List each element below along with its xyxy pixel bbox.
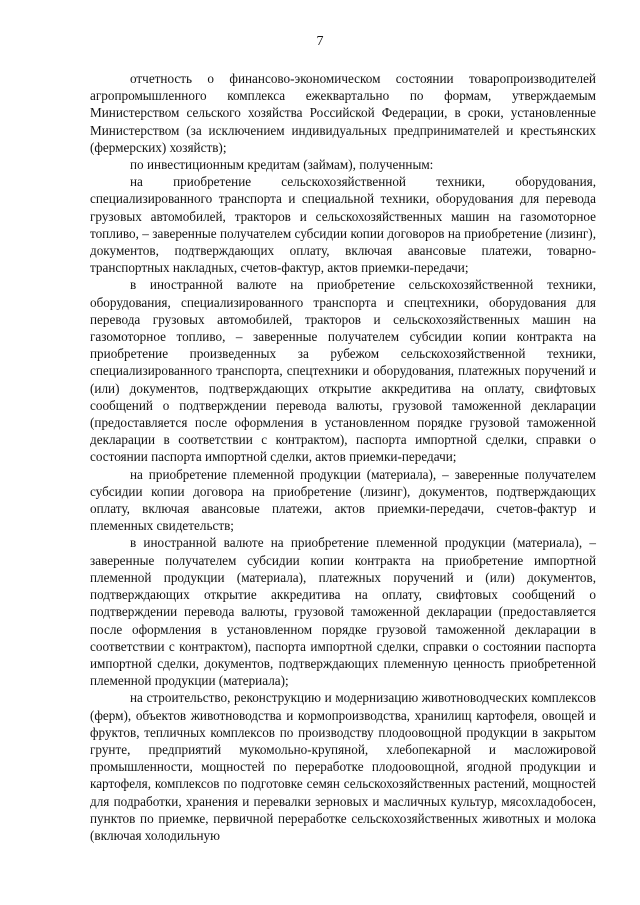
document-body xyxy=(90,70,596,844)
paragraph-machinery: на приобретение сельскохозяйственной техники, оборудования, специализированного транспорта и специальной техники, оборудования для перевода грузовых автомобилей, тракторов и сельскохозяйственных машин на газомоторное топливо, – заверенные получателем субсидии копии договоров на приобретение (лизинг), документов, подтверждающих оплату, включая авансовые платежи, товарно-транспортных накладных, счетов-фактур, актов приемки-передачи; xyxy=(90,174,596,276)
paragraph-foreign-currency-machinery: в иностранной валюте на приобретение сельскохозяйственной техники, оборудования, специализированного транспорта и спецтехники, оборудования для перевода грузовых автомобилей, тракторов и сельскохозяйственных машин на газомоторное топливо, – заверенные получателем субсидии копии контракта на приобретение произведенных за рубежом сельскохозяйственной техники, специализированного транспорта, спецтехники и оборудования, платежных поручений и (или) документов, подтверждающих открытие аккредитива на оплату, свифтовых сообщений о подтверждении перевода валюты, грузовой таможенной декларации (предоставляется после оформления в установленном порядке грузовой таможенной декларации в соответствии с контрактом), паспорта импортной сделки, справки о состоянии паспорта импортной сделки, актов приемки-передачи; xyxy=(90,277,596,465)
paragraph-foreign-currency-breeding: в иностранной валюте на приобретение племенной продукции (материала), – заверенные получателем субсидии копии контракта на приобретение импортной племенной продукции (материала), платежных поручений и (или) документов, подтверждающих открытие аккредитива на оплату, свифтовых сообщений о подтверждении перевода валюты, грузовой таможенной декларации (предоставляется после оформления в установленном порядке грузовой таможенной декларации в соответствии с контрактом), паспорта импортной сделки, справки о состоянии паспорта импортной сделки, документов, подтверждающих племенную ценность приобретенной племенной продукции (материала); xyxy=(90,535,596,689)
paragraph-investment-credits: по инвестиционным кредитам (займам), полученным: xyxy=(130,157,434,173)
paragraph-breeding-products: на приобретение племенной продукции (материала), – заверенные получателем субсидии копии договора на приобретение (лизинг), документов, подтверждающих оплату, включая авансовые платежи, актов приемки-передачи, счетов-фактур и племенных свидетельств; xyxy=(90,466,596,534)
paragraph-reporting: отчетность о финансово-экономическом состоянии товаропроизводителей агропромышленного комплекса ежеквартально по формам, утверждаемым Министерством сельского хозяйства Российской Федерации, в сроки, установленные Министерством (за исключением индивидуальных предпринимателей и крестьянских (фермерских) хозяйств); xyxy=(90,71,596,155)
page-number: 7 xyxy=(316,34,324,49)
paragraph-construction: на строительство, реконструкцию и модернизацию животноводческих комплексов (ферм), объектов животноводства и кормопроизводства, хранилищ картофеля, овощей и фруктов, тепличных комплексов по производству плодоовощной продукции в закрытом грунте, предприятий мукомольно-крупяной, хлебопекарной и масложировой промышленности, мощностей по переработке плодоовощной, ягодной продукции и картофеля, комплексов по подготовке семян сельскохозяйственных растений, мощностей для подработки, хранения и перевалки зерновых и масличных культур, мясохладобосен, пунктов по приемке, первичной переработке сельскохозяйственных животных и молока (включая холодильную xyxy=(90,690,596,843)
